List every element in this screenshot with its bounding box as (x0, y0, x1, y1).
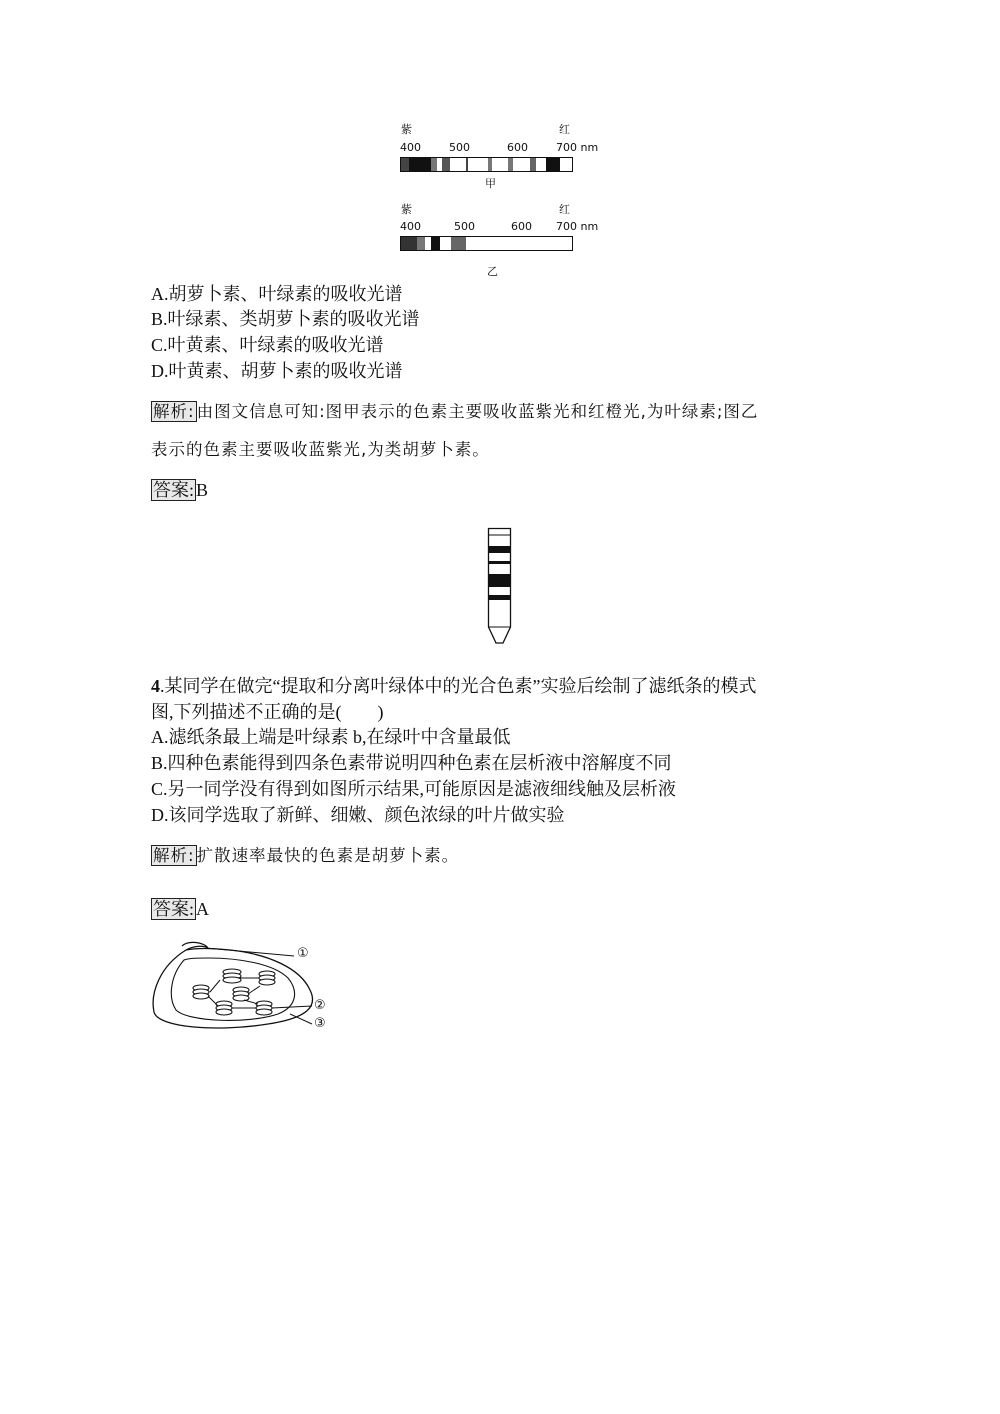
tick-700-a: 700 nm (556, 141, 599, 154)
chloroplast-label-2: ② (314, 998, 326, 1013)
q3-option-c: C.叶黄素、叶绿素的吸收光谱 (151, 335, 384, 355)
tick-500-a: 500 (449, 141, 470, 154)
chloroplast-diagram (148, 938, 338, 1038)
q4-number: 4 (151, 676, 160, 696)
tick-400-b: 400 (400, 220, 421, 233)
tick-400-a: 400 (400, 141, 421, 154)
tick-600-b: 600 (511, 220, 532, 233)
q4-option-d: D.该同学选取了新鲜、细嫩、颜色浓绿的叶片做实验 (151, 805, 565, 825)
analysis-label: 解析: (153, 402, 195, 421)
q4-option-c: C.另一同学没有得到如图所示结果,可能原因是滤液细线触及层析液 (151, 779, 677, 799)
q3-answer (151, 478, 208, 502)
tick-500-b: 500 (454, 220, 475, 233)
q4-option-a: A.滤纸条最上端是叶绿素 b,在绿叶中含量最低 (151, 727, 511, 747)
q3-option-a: A.胡萝卜素、叶绿素的吸收光谱 (151, 284, 403, 304)
q4-option-b: B.四种色素能得到四条色素带说明四种色素在层析液中溶解度不同 (151, 753, 672, 773)
caption-a: 甲 (485, 177, 496, 190)
violet-label-a: 紫 (401, 123, 412, 136)
q3-analysis-line1: 由图文信息可知:图甲表示的色素主要吸收蓝紫光和红橙光,为叶绿素;图乙 (196, 402, 759, 421)
answer-label: 答案: (153, 899, 195, 919)
tick-600-a: 600 (507, 141, 528, 154)
q4-stem-line1: .某同学在做完“提取和分离叶绿体中的光合色素”实验后绘制了滤纸条的模式 (160, 676, 757, 696)
red-label-b: 红 (559, 203, 570, 216)
caption-b: 乙 (487, 265, 498, 278)
q3-option-d: D.叶黄素、胡萝卜素的吸收光谱 (151, 361, 403, 381)
q4-analysis-text: 扩散速率最快的色素是胡萝卜素。 (196, 846, 460, 865)
filter-paper-strip (485, 527, 515, 647)
answer-label: 答案: (153, 480, 195, 500)
chloroplast-label-1: ① (297, 946, 309, 961)
red-label-a: 红 (559, 123, 570, 136)
q4-answer (151, 897, 209, 921)
q3-answer-value: B (196, 480, 209, 500)
absorption-bar-b (400, 236, 574, 252)
q3-analysis-line2: 表示的色素主要吸收蓝紫光,为类胡萝卜素。 (151, 440, 490, 459)
q4-answer-value: A (196, 899, 210, 919)
q3-option-b: B.叶绿素、类胡萝卜素的吸收光谱 (151, 309, 420, 329)
analysis-label: 解析: (153, 846, 195, 865)
chloroplast-label-3: ③ (314, 1016, 326, 1031)
tick-700-b: 700 nm (556, 220, 599, 233)
q4-analysis (151, 844, 459, 868)
absorption-bar-a (400, 157, 574, 173)
q4-stem-line2: 图,下列描述不正确的是( ) (151, 702, 384, 722)
violet-label-b: 紫 (401, 203, 412, 216)
